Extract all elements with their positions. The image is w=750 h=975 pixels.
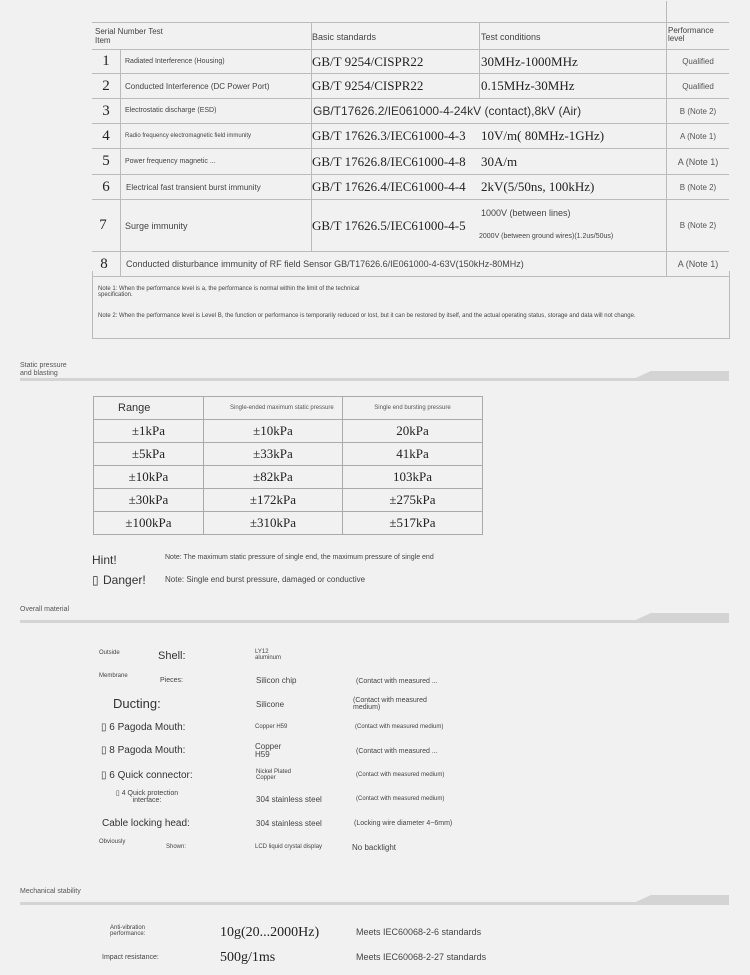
danger-icon: ▯ <box>92 573 99 587</box>
header-test-conditions: Test conditions <box>481 32 541 42</box>
row-test-name: Radio frequency electromagnetic field immunity <box>125 132 252 139</box>
row-number: 4 <box>102 127 110 144</box>
row-performance-level: B (Note 2) <box>679 221 717 230</box>
row-condition: 2kV(5/50ns, 100kHz) <box>481 179 595 194</box>
range-cell: ±10kPa <box>94 466 204 489</box>
header-burst-pressure: Single end bursting pressure <box>343 397 483 420</box>
material-part: ▯ 8 Pagoda Mouth: <box>101 745 186 756</box>
material-note: (Contact with measured medium) <box>355 724 444 730</box>
row-performance-level: Qualified <box>682 81 714 91</box>
row-standard: GB/T 17626.4/IEC61000-4-4 <box>312 179 466 194</box>
row-number: 7 <box>99 217 107 233</box>
row-test-name: Surge immunity <box>125 220 188 231</box>
header-static-pressure: Single-ended maximum static pressure <box>204 397 343 420</box>
mechanical-standard: Meets IEC60068-2-27 standards <box>356 952 487 962</box>
danger-text: Note: Single end burst pressure, damaged or conductive <box>165 575 366 584</box>
static-pressure-cell: ±172kPa <box>204 489 343 512</box>
material-value: Silicon chip <box>256 676 297 685</box>
row-condition: 1000V (between lines) <box>481 208 571 218</box>
emc-row <box>92 200 729 252</box>
row-number: 1 <box>102 53 110 69</box>
hint-text: Note: The maximum static pressure of single end, the maximum pressure of single end <box>165 554 434 561</box>
emc-table-header <box>92 22 729 50</box>
row-condition: 0.15MHz-30MHz <box>481 78 575 93</box>
section-title-mechanical: Mechanical stability <box>20 888 81 895</box>
danger-label: Danger! <box>103 573 146 587</box>
burst-pressure-cell: 103kPa <box>343 466 483 489</box>
material-category: Membrane <box>99 673 128 679</box>
material-category: Outside <box>99 650 120 656</box>
burst-pressure-cell: 20kPa <box>343 420 483 443</box>
mechanical-label: Anti-vibration performance: <box>110 925 146 938</box>
row-condition-secondary: 2000V (between ground wires)(1.2us/50us) <box>479 233 614 240</box>
emc-row <box>92 50 729 74</box>
emc-row <box>92 74 729 99</box>
material-part: ▯ 6 Quick connector: <box>101 770 193 781</box>
row-condition: 30A/m <box>481 153 518 169</box>
header-serial: Serial Number Test <box>95 27 163 36</box>
row-performance-level: A (Note 1) <box>677 259 719 269</box>
row-standard: GB/T 9254/CISPR22 <box>312 78 424 93</box>
row-number: 5 <box>102 153 110 169</box>
row-number: 3 <box>102 102 110 119</box>
row-performance-level: B (Note 2) <box>679 182 717 192</box>
row-test-name: Conducted disturbance immunity of RF field Sensor GB/T17626.6/IE061000-4-63V(150kHz-80MHz) <box>126 259 524 269</box>
row-standard: GB/T 17626.3/IEC61000-4-3 <box>312 128 466 143</box>
range-cell: ±1kPa <box>94 420 204 443</box>
material-part: ▯ 6 Pagoda Mouth: <box>101 722 186 733</box>
emc-row <box>92 175 729 200</box>
range-cell: ±100kPa <box>94 512 204 535</box>
material-value: Copper H59 <box>255 724 288 730</box>
table-row <box>94 420 483 443</box>
row-performance-level: A (Note 1) <box>677 156 719 167</box>
material-note: (Locking wire diameter 4~6mm) <box>354 820 453 827</box>
material-part: Ducting: <box>113 696 161 711</box>
material-note: (Contact with measured medium) <box>353 697 427 712</box>
header-range: Range <box>94 397 204 420</box>
header-performance-level: Performance level <box>668 26 714 44</box>
material-value: LY12 aluminum <box>255 649 282 662</box>
note-2: Note 2: When the performance level is Level B, the function or performance is temporarily reduced or lost, but it can be restored by itself, and the actual operating status, storage and data will not change. <box>98 313 636 319</box>
static-pressure-cell: ±10kPa <box>204 420 343 443</box>
burst-pressure-cell: ±517kPa <box>343 512 483 535</box>
burst-pressure-cell: 41kPa <box>343 443 483 466</box>
section-divider <box>20 371 729 381</box>
static-pressure-cell: ±310kPa <box>204 512 343 535</box>
row-standard: GB/T 9254/CISPR22 <box>312 53 424 69</box>
material-part: Shown: <box>166 844 187 850</box>
emc-row <box>92 149 729 175</box>
material-part: Shell: <box>158 650 186 662</box>
hint-label: Hint! <box>92 553 117 567</box>
row-condition: 10V/m( 80MHz-1GHz) <box>481 128 605 143</box>
pressure-table-header <box>94 397 483 420</box>
material-value: Silicone <box>256 700 285 709</box>
emc-row <box>92 124 729 149</box>
note-1: Note 1: When the performance level is a, the performance is normal within the limit of the technical specification. <box>98 286 360 299</box>
header-item: Item <box>95 36 111 45</box>
material-value: Copper H59 <box>255 742 282 760</box>
material-note: No backlight <box>352 843 397 852</box>
material-value: LCD liquid crystal display <box>255 844 323 850</box>
table-row <box>94 443 483 466</box>
static-pressure-cell: ±33kPa <box>204 443 343 466</box>
row-number: 6 <box>102 178 110 195</box>
material-note: (Contact with measured ... <box>356 678 438 685</box>
row-performance-level: A (Note 1) <box>679 131 716 141</box>
section-divider <box>20 895 729 905</box>
range-cell: ±30kPa <box>94 489 204 512</box>
row-standard: GB/T17626.2/IE061000-4-24kV (contact),8kV (Air) <box>313 104 582 118</box>
mechanical-label: Impact resistance: <box>102 954 159 961</box>
row-test-name: Power frequency magnetic ... <box>125 158 216 165</box>
burst-pressure-cell: ±275kPa <box>343 489 483 512</box>
table-row <box>94 512 483 535</box>
row-standard: GB/T 17626.5/IEC61000-4-5 <box>312 217 466 233</box>
pressure-table <box>93 396 483 535</box>
row-test-name: Conducted Interference (DC Power Port) <box>125 81 270 91</box>
row-test-name: Electrical fast transient burst immunity <box>126 182 261 192</box>
mechanical-standard: Meets IEC60068-2-6 standards <box>356 927 482 937</box>
emc-test-table <box>92 22 729 277</box>
material-note: (Contact with measured medium) <box>356 772 445 778</box>
range-cell: ±5kPa <box>94 443 204 466</box>
material-value: Nickel Plated Copper <box>256 769 292 782</box>
emc-row <box>92 99 729 124</box>
row-performance-level: B (Note 2) <box>679 106 717 116</box>
material-part: Pieces: <box>160 677 183 684</box>
section-divider <box>20 613 729 623</box>
emc-notes <box>92 271 730 339</box>
row-test-name: Electrostatic discharge (ESD) <box>125 107 217 115</box>
static-pressure-cell: ±82kPa <box>204 466 343 489</box>
material-note: (Contact with measured medium) <box>356 796 445 802</box>
mechanical-value: 10g(20...2000Hz) <box>220 925 320 940</box>
material-part: Cable locking head: <box>102 818 190 829</box>
row-standard: GB/T 17626.8/IEC61000-4-8 <box>312 153 466 169</box>
material-part: ▯ 4 Quick protection interface: <box>115 790 179 805</box>
table-row <box>94 489 483 512</box>
material-note: (Contact with measured ... <box>356 748 438 755</box>
row-number: 2 <box>102 77 110 94</box>
material-category: Obviously <box>99 839 126 845</box>
material-value: 304 stainless steel <box>256 819 322 828</box>
header-basic-standards: Basic standards <box>312 32 377 42</box>
mechanical-value: 500g/1ms <box>220 950 276 965</box>
section-title-pressure: Static pressure and blasting <box>20 362 67 377</box>
table-row <box>94 466 483 489</box>
row-performance-level: Qualified <box>682 57 714 66</box>
material-value: 304 stainless steel <box>256 795 322 804</box>
section-title-material: Overall material <box>20 606 70 613</box>
row-number: 8 <box>100 255 108 272</box>
row-condition: 30MHz-1000MHz <box>481 53 578 69</box>
row-test-name: Radiated Interference (Housing) <box>125 57 225 65</box>
